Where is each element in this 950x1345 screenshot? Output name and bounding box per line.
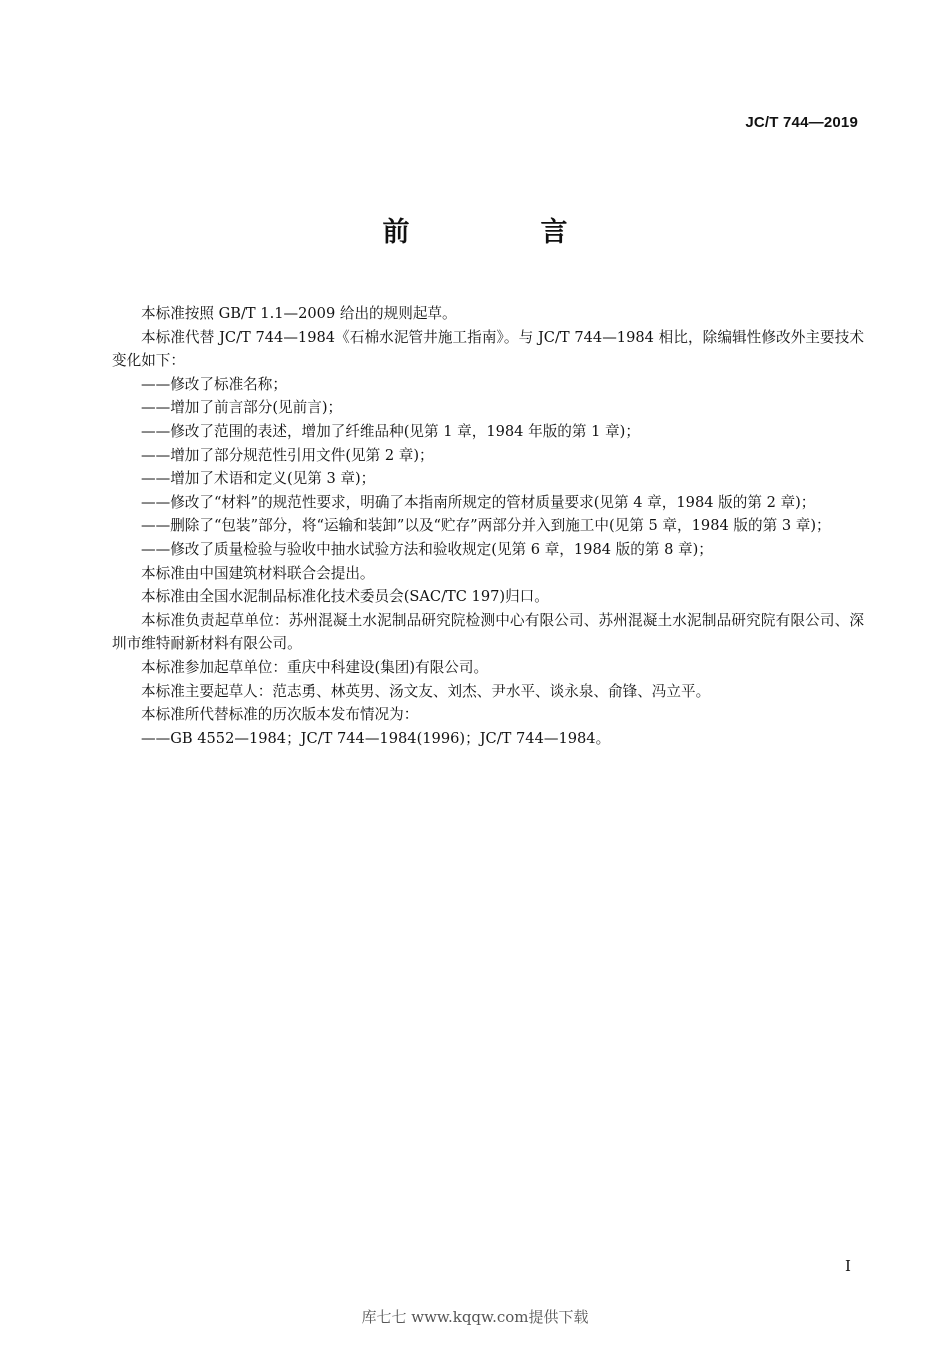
edition-item: ——GB 4552—1984；JC/T 744—1984(1996)；JC/T 744—1984。 <box>141 729 611 747</box>
change-item: ——增加了前言部分(见前言)； <box>141 399 343 417</box>
change-item: ——删除了“包装”部分，将“运输和装卸”以及“贮存”两部分并入到施工中(见第 5 章，1984 版的第 3 章)； <box>141 517 831 535</box>
foreword-body <box>112 302 864 750</box>
paragraph-previous-editions: 本标准所代替标准的历次版本发布情况为： <box>141 706 419 724</box>
paragraph-drafting-units: 本标准负责起草单位：苏州混凝土水泥制品研究院检测中心有限公司、苏州混凝土水泥制品研究院有限公司、深圳市维特耐新材料有限公司。 <box>112 611 864 653</box>
change-item: ——增加了部分规范性引用文件(见第 2 章)； <box>141 446 434 464</box>
paragraph-replaces: 本标准代替 JC/T 744—1984《石棉水泥管井施工指南》。与 JC/T 744—1984 相比，除编辑性修改外主要技术变化如下： <box>112 328 864 370</box>
paragraph-drafters: 本标准主要起草人：范志勇、林英男、汤文友、刘杰、尹水平、谈永泉、俞锋、冯立平。 <box>141 682 711 700</box>
change-item: ——修改了“材料”的规范性要求，明确了本指南所规定的管材质量要求(见第 4 章，1984 版的第 2 章)； <box>141 493 816 511</box>
paragraph-proposed-by: 本标准由中国建筑材料联合会提出。 <box>141 564 375 582</box>
change-item: ——修改了质量检验与验收中抽水试验方法和验收规定(见第 6 章，1984 版的第 8 章)； <box>141 540 713 558</box>
page-number: I <box>845 1257 851 1275</box>
paragraph-participating-units: 本标准参加起草单位：重庆中科建设(集团)有限公司。 <box>141 658 489 676</box>
page-title: 前 言 <box>382 217 620 248</box>
change-item: ——修改了标准名称； <box>141 375 287 393</box>
change-item: ——修改了范围的表述，增加了纤维品种(见第 1 章，1984 年版的第 1 章)； <box>141 422 640 440</box>
download-watermark: 库七七 www.kqqw.com提供下载 <box>361 1308 589 1326</box>
change-item: ——增加了术语和定义(见第 3 章)； <box>141 470 376 488</box>
paragraph-administered-by: 本标准由全国水泥制品标准化技术委员会(SAC/TC 197)归口。 <box>141 588 549 606</box>
paragraph-drafting-rules: 本标准按照 GB/T 1.1—2009 给出的规则起草。 <box>141 305 457 322</box>
document-code: JC/T 744—2019 <box>745 114 858 131</box>
